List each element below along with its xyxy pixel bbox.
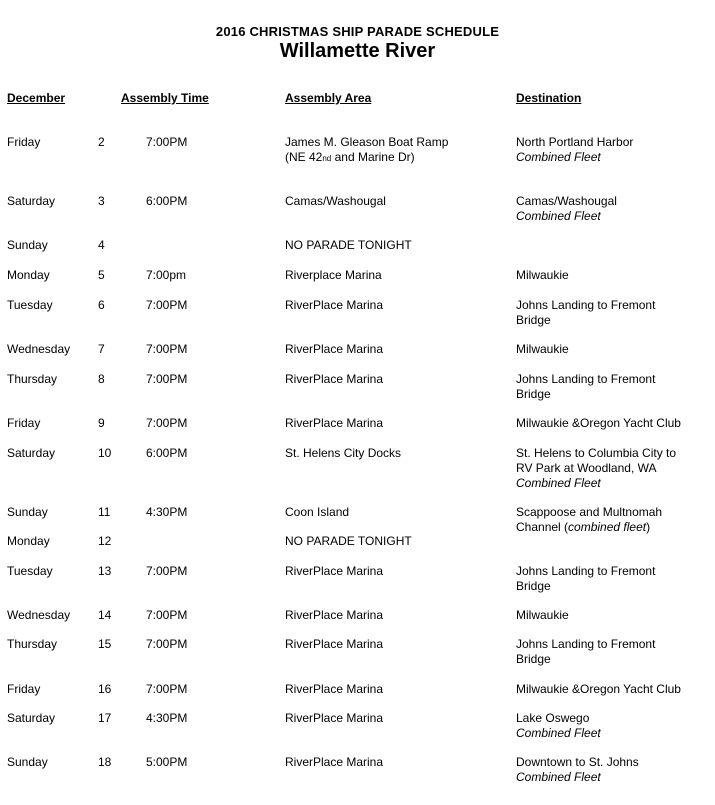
destination-text-end: ) bbox=[646, 520, 651, 534]
destination-cell bbox=[516, 564, 655, 594]
fleet-note: Combined Fleet bbox=[516, 209, 601, 223]
destination-cell: Milwaukie &Oregon Yacht Club bbox=[516, 416, 681, 430]
destination-line: Johns Landing to Fremont bbox=[516, 564, 656, 578]
time-cell: 7:00PM bbox=[146, 135, 188, 149]
area-cell: RiverPlace Marina bbox=[285, 682, 384, 696]
area-cell: NO PARADE TONIGHT bbox=[285, 534, 412, 548]
destination-cell bbox=[516, 135, 633, 165]
day-cell: Thursday bbox=[7, 637, 58, 651]
destination-line: North Portland Harbor bbox=[516, 135, 634, 149]
area-cell: RiverPlace Marina bbox=[285, 711, 384, 725]
destination-cell bbox=[516, 194, 617, 224]
area-cell: RiverPlace Marina bbox=[285, 342, 384, 356]
date-cell: 18 bbox=[98, 755, 112, 769]
destination-line-2: RV Park at Woodland, WA bbox=[516, 461, 657, 475]
destination-cell bbox=[516, 372, 655, 402]
date-cell: 7 bbox=[98, 342, 105, 356]
destination-line-2: Bridge bbox=[516, 313, 551, 327]
destination-cell bbox=[516, 298, 655, 328]
date-cell: 2 bbox=[98, 135, 105, 149]
time-cell: 7:00PM bbox=[146, 564, 188, 578]
time-cell: 4:30PM bbox=[146, 711, 188, 725]
destination-cell: Milwaukie bbox=[516, 268, 569, 282]
header-assembly-time: Assembly Time bbox=[121, 91, 209, 105]
area-cell: Coon Island bbox=[285, 505, 350, 519]
time-cell: 6:00PM bbox=[146, 194, 188, 208]
destination-cell: Milwaukie bbox=[516, 608, 569, 622]
time-cell: 7:00PM bbox=[146, 372, 188, 386]
date-cell: 11 bbox=[98, 505, 111, 519]
time-cell: 6:00PM bbox=[146, 446, 188, 460]
date-cell: 15 bbox=[98, 637, 112, 651]
day-cell: Saturday bbox=[7, 446, 56, 460]
destination-line: Scappoose and Multnomah bbox=[516, 505, 663, 519]
date-cell: 4 bbox=[98, 238, 105, 252]
date-cell: 10 bbox=[98, 446, 112, 460]
area-cell: RiverPlace Marina bbox=[285, 637, 384, 651]
date-cell: 6 bbox=[98, 298, 105, 312]
destination-line: Camas/Washougal bbox=[516, 194, 617, 208]
date-cell: 13 bbox=[98, 564, 112, 578]
area-text-rest: and Marine Dr) bbox=[331, 150, 415, 164]
date-cell: 5 bbox=[98, 268, 105, 282]
header-destination: Destination bbox=[516, 91, 582, 105]
day-cell: Saturday bbox=[7, 194, 56, 208]
destination-line-2 bbox=[516, 520, 662, 535]
area-cell: Riverplace Marina bbox=[285, 268, 382, 282]
document-subtitle: Willamette River bbox=[279, 40, 436, 62]
date-cell: 3 bbox=[98, 194, 105, 208]
destination-line-2: Bridge bbox=[516, 387, 551, 401]
destination-line: Johns Landing to Fremont bbox=[516, 637, 656, 651]
time-cell: 7:00PM bbox=[146, 416, 188, 430]
destination-cell bbox=[516, 711, 601, 741]
time-cell: 7:00PM bbox=[146, 298, 188, 312]
day-cell: Tuesday bbox=[7, 564, 53, 578]
date-cell: 12 bbox=[98, 534, 112, 548]
time-cell: 7:00PM bbox=[146, 682, 188, 696]
destination-line-2: Bridge bbox=[516, 652, 551, 666]
area-line-2 bbox=[285, 150, 448, 166]
date-cell: 17 bbox=[98, 711, 112, 725]
destination-cell bbox=[516, 637, 655, 667]
day-cell: Wednesday bbox=[7, 342, 71, 356]
area-cell bbox=[285, 135, 448, 166]
destination-line: Johns Landing to Fremont bbox=[516, 298, 656, 312]
day-cell: Sunday bbox=[7, 755, 48, 769]
time-cell: 7:00pm bbox=[146, 268, 187, 282]
destination-text: Channel ( bbox=[516, 520, 569, 534]
time-cell: 5:00PM bbox=[146, 755, 188, 769]
fleet-note: Combined Fleet bbox=[516, 150, 601, 164]
day-cell: Sunday bbox=[7, 505, 48, 519]
destination-line: Johns Landing to Fremont bbox=[516, 372, 656, 386]
day-cell: Sunday bbox=[7, 238, 48, 252]
area-cell: Camas/Washougal bbox=[285, 194, 386, 208]
day-cell: Saturday bbox=[7, 711, 56, 725]
date-cell: 8 bbox=[98, 372, 105, 386]
date-cell: 9 bbox=[98, 416, 105, 430]
day-cell: Friday bbox=[7, 416, 41, 430]
area-line: James M. Gleason Boat Ramp bbox=[285, 135, 449, 149]
header-assembly-area: Assembly Area bbox=[285, 91, 372, 105]
area-cell: NO PARADE TONIGHT bbox=[285, 238, 412, 252]
fleet-note: combined fleet bbox=[568, 520, 647, 534]
area-cell: St. Helens City Docks bbox=[285, 446, 402, 460]
area-cell: RiverPlace Marina bbox=[285, 372, 384, 386]
destination-line: Lake Oswego bbox=[516, 711, 590, 725]
destination-cell bbox=[516, 505, 662, 535]
document-title: 2016 CHRISTMAS SHIP PARADE SCHEDULE bbox=[215, 24, 500, 39]
day-cell: Monday bbox=[7, 268, 50, 282]
time-cell: 4:30PM bbox=[146, 505, 188, 519]
day-cell: Thursday bbox=[7, 372, 58, 386]
fleet-note: Combined Fleet bbox=[516, 770, 601, 784]
day-cell: Tuesday bbox=[7, 298, 53, 312]
header-december: December bbox=[7, 91, 66, 105]
day-cell: Friday bbox=[7, 135, 41, 149]
day-cell: Friday bbox=[7, 682, 41, 696]
destination-line: St. Helens to Columbia City to bbox=[516, 446, 677, 460]
fleet-note: Combined Fleet bbox=[516, 726, 601, 740]
area-cell: RiverPlace Marina bbox=[285, 608, 384, 622]
date-cell: 16 bbox=[98, 682, 112, 696]
day-cell: Monday bbox=[7, 534, 50, 548]
destination-line-2: Bridge bbox=[516, 579, 551, 593]
time-cell: 7:00PM bbox=[146, 608, 188, 622]
destination-cell bbox=[516, 446, 676, 491]
destination-cell: Milwaukie bbox=[516, 342, 569, 356]
destination-cell bbox=[516, 755, 639, 785]
area-text: (NE 42 bbox=[285, 150, 323, 164]
area-cell: RiverPlace Marina bbox=[285, 564, 384, 578]
area-cell: RiverPlace Marina bbox=[285, 755, 384, 769]
fleet-note: Combined Fleet bbox=[516, 476, 601, 490]
day-cell: Wednesday bbox=[7, 608, 71, 622]
destination-cell: Milwaukie &Oregon Yacht Club bbox=[516, 682, 681, 696]
area-superscript: nd bbox=[322, 154, 332, 163]
destination-line: Downtown to St. Johns bbox=[516, 755, 639, 769]
area-cell: RiverPlace Marina bbox=[285, 298, 384, 312]
time-cell: 7:00PM bbox=[146, 342, 188, 356]
date-cell: 14 bbox=[98, 608, 112, 622]
time-cell: 7:00PM bbox=[146, 637, 188, 651]
area-cell: RiverPlace Marina bbox=[285, 416, 384, 430]
